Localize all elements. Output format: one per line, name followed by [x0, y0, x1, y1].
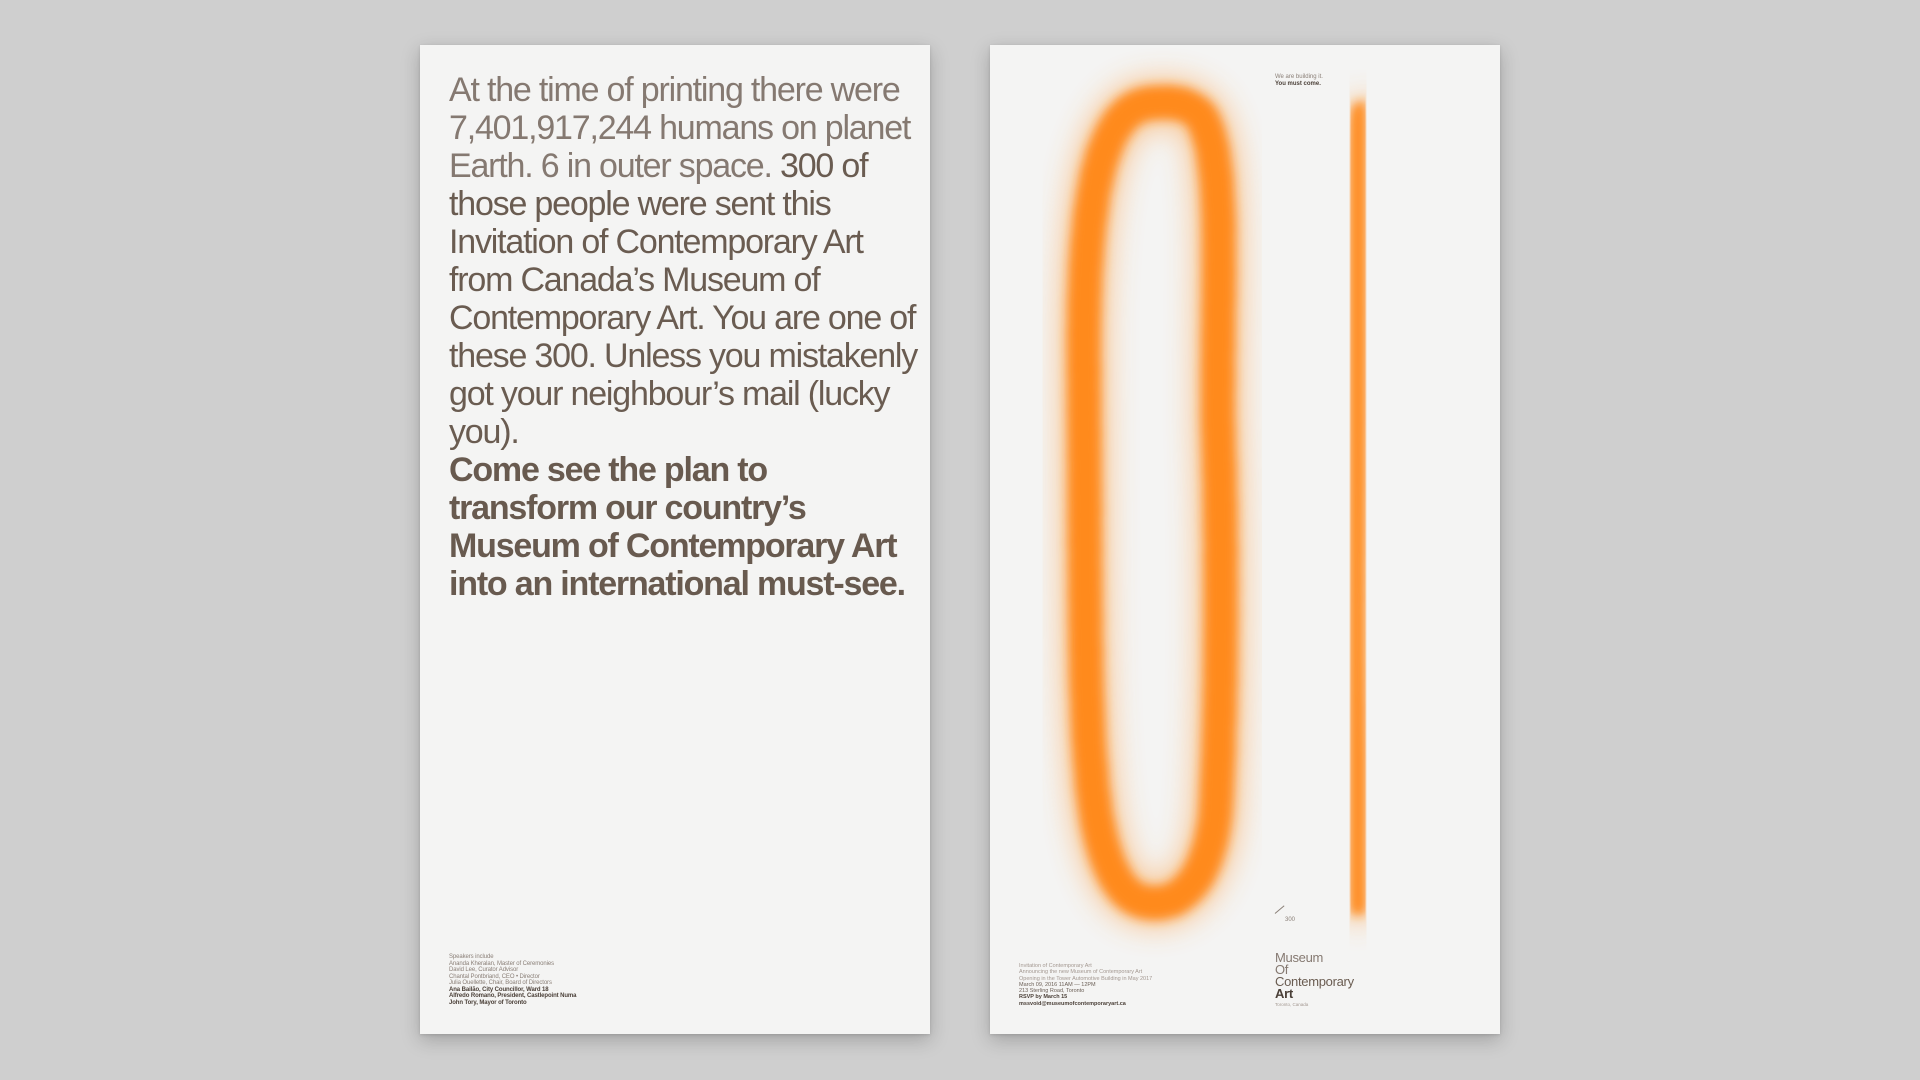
manifesto-light-text: At the time of printing there were 7,401,917,244 humans on planet Earth. 6 in outer space. — [449, 71, 911, 185]
manifesto-paragraph — [449, 71, 919, 603]
speaker-line: John Tory, Mayor of Toronto — [449, 999, 527, 1006]
invitation-graphic-card — [990, 45, 1500, 1034]
speaker-line: Ananda Kheralan, Master of Ceremonies — [449, 960, 555, 967]
logo-word-of: Of — [1275, 962, 1289, 977]
museum-logo — [1275, 952, 1455, 1007]
top-note-line-1: We are building it. — [1275, 74, 1323, 80]
speakers-list — [449, 954, 769, 1006]
invite-line: Invitation of Contemporary Art — [1019, 963, 1092, 969]
top-note — [1275, 74, 1323, 87]
invite-line: 213 Sterling Road, Toronto — [1019, 988, 1085, 995]
speaker-line: Julia Ouellette, Chair, Board of Directors — [449, 980, 552, 986]
invitation-text-card — [420, 45, 930, 1034]
invite-line: Opening in the Tower Automotive Building in May 2017 — [1019, 975, 1153, 982]
speaker-line: David Lee, Curator Advisor — [449, 967, 519, 973]
top-note-line-2: You must come. — [1275, 80, 1321, 87]
speaker-line: Ana Bailão, City Councillor, Ward 18 — [449, 986, 549, 993]
logo-word-contemporary: Contemporary — [1275, 974, 1354, 989]
invite-line: mssvoid@museumofcontemporaryart.ca — [1019, 1000, 1126, 1007]
spray-paint-graphic — [990, 45, 1500, 1034]
invite-line: RSVP by March 15 — [1019, 994, 1068, 1001]
logo-word-art: Art — [1275, 986, 1293, 1001]
logo-word-museum: Museum — [1275, 950, 1324, 965]
manifesto-bold-text: Come see the plan to transform our country’s Museum of Contemporary Art into an international must-see. — [449, 451, 905, 603]
spray-one — [1353, 113, 1363, 903]
invitation-details — [1019, 963, 1239, 1007]
spray-one-path — [1353, 113, 1363, 903]
invite-line: March 09, 2016 11AM — 12PM — [1019, 981, 1096, 988]
speaker-line: Alfredo Romano, President, Castlepoint Numa — [449, 993, 577, 999]
edition-counter — [1275, 911, 1315, 927]
speakers-heading: Speakers include — [449, 954, 494, 960]
logo-location: Toronto, Canada — [1275, 1002, 1309, 1007]
counter-value: 300 — [1285, 917, 1296, 923]
manifesto-regular-text: 300 of those people were sent this Invitation of Contemporary Art from Canada’s Museum of Contemporary Art. You are one of these 300. Unless you mistakenly got your neighbour’s mail (lucky you). — [449, 147, 918, 451]
speaker-line: Chantal Pontbriand, CEO • Director — [449, 973, 540, 980]
invite-line: Announcing the new Museum of Contemporary Art — [1019, 969, 1143, 976]
